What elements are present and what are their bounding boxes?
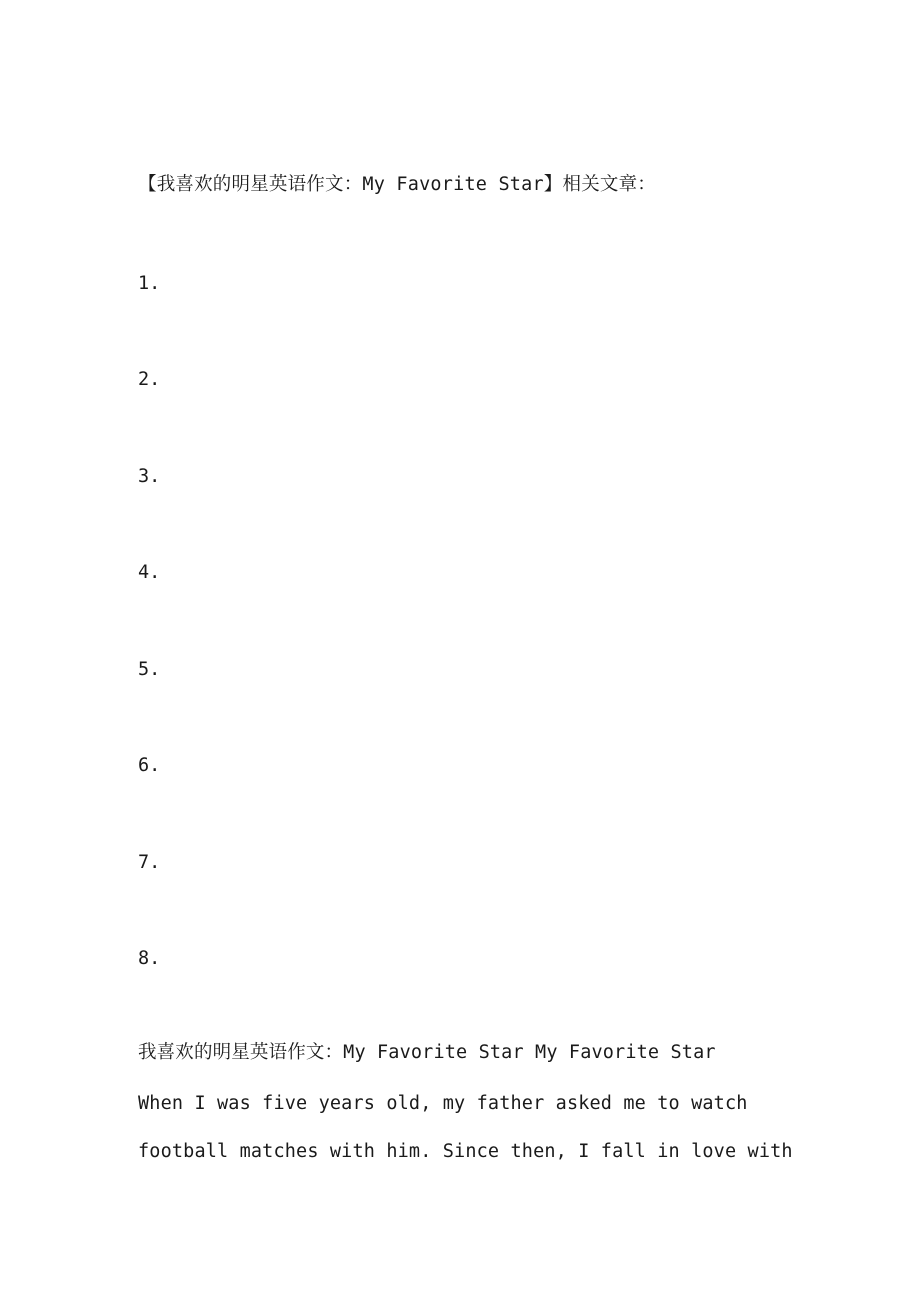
essay-title-line: 我喜欢的明星英语作文：My Favorite Star My Favorite Star: [138, 1042, 716, 1063]
related-item-6: 6.: [138, 755, 161, 776]
related-item-5: 5.: [138, 659, 161, 680]
related-item-4: 4.: [138, 562, 161, 583]
essay-body-line: When I was five years old, my father asked me to watch: [138, 1093, 748, 1114]
related-item-2: 2.: [138, 369, 161, 390]
essay-body-line: football matches with him. Since then, I fall in love with: [138, 1141, 793, 1162]
related-item-7: 7.: [138, 852, 161, 873]
related-item-3: 3.: [138, 466, 161, 487]
related-item-8: 8.: [138, 948, 161, 969]
related-item-1: 1.: [138, 273, 161, 294]
related-articles-heading: 【我喜欢的明星英语作文：My Favorite Star】相关文章：: [138, 174, 657, 195]
